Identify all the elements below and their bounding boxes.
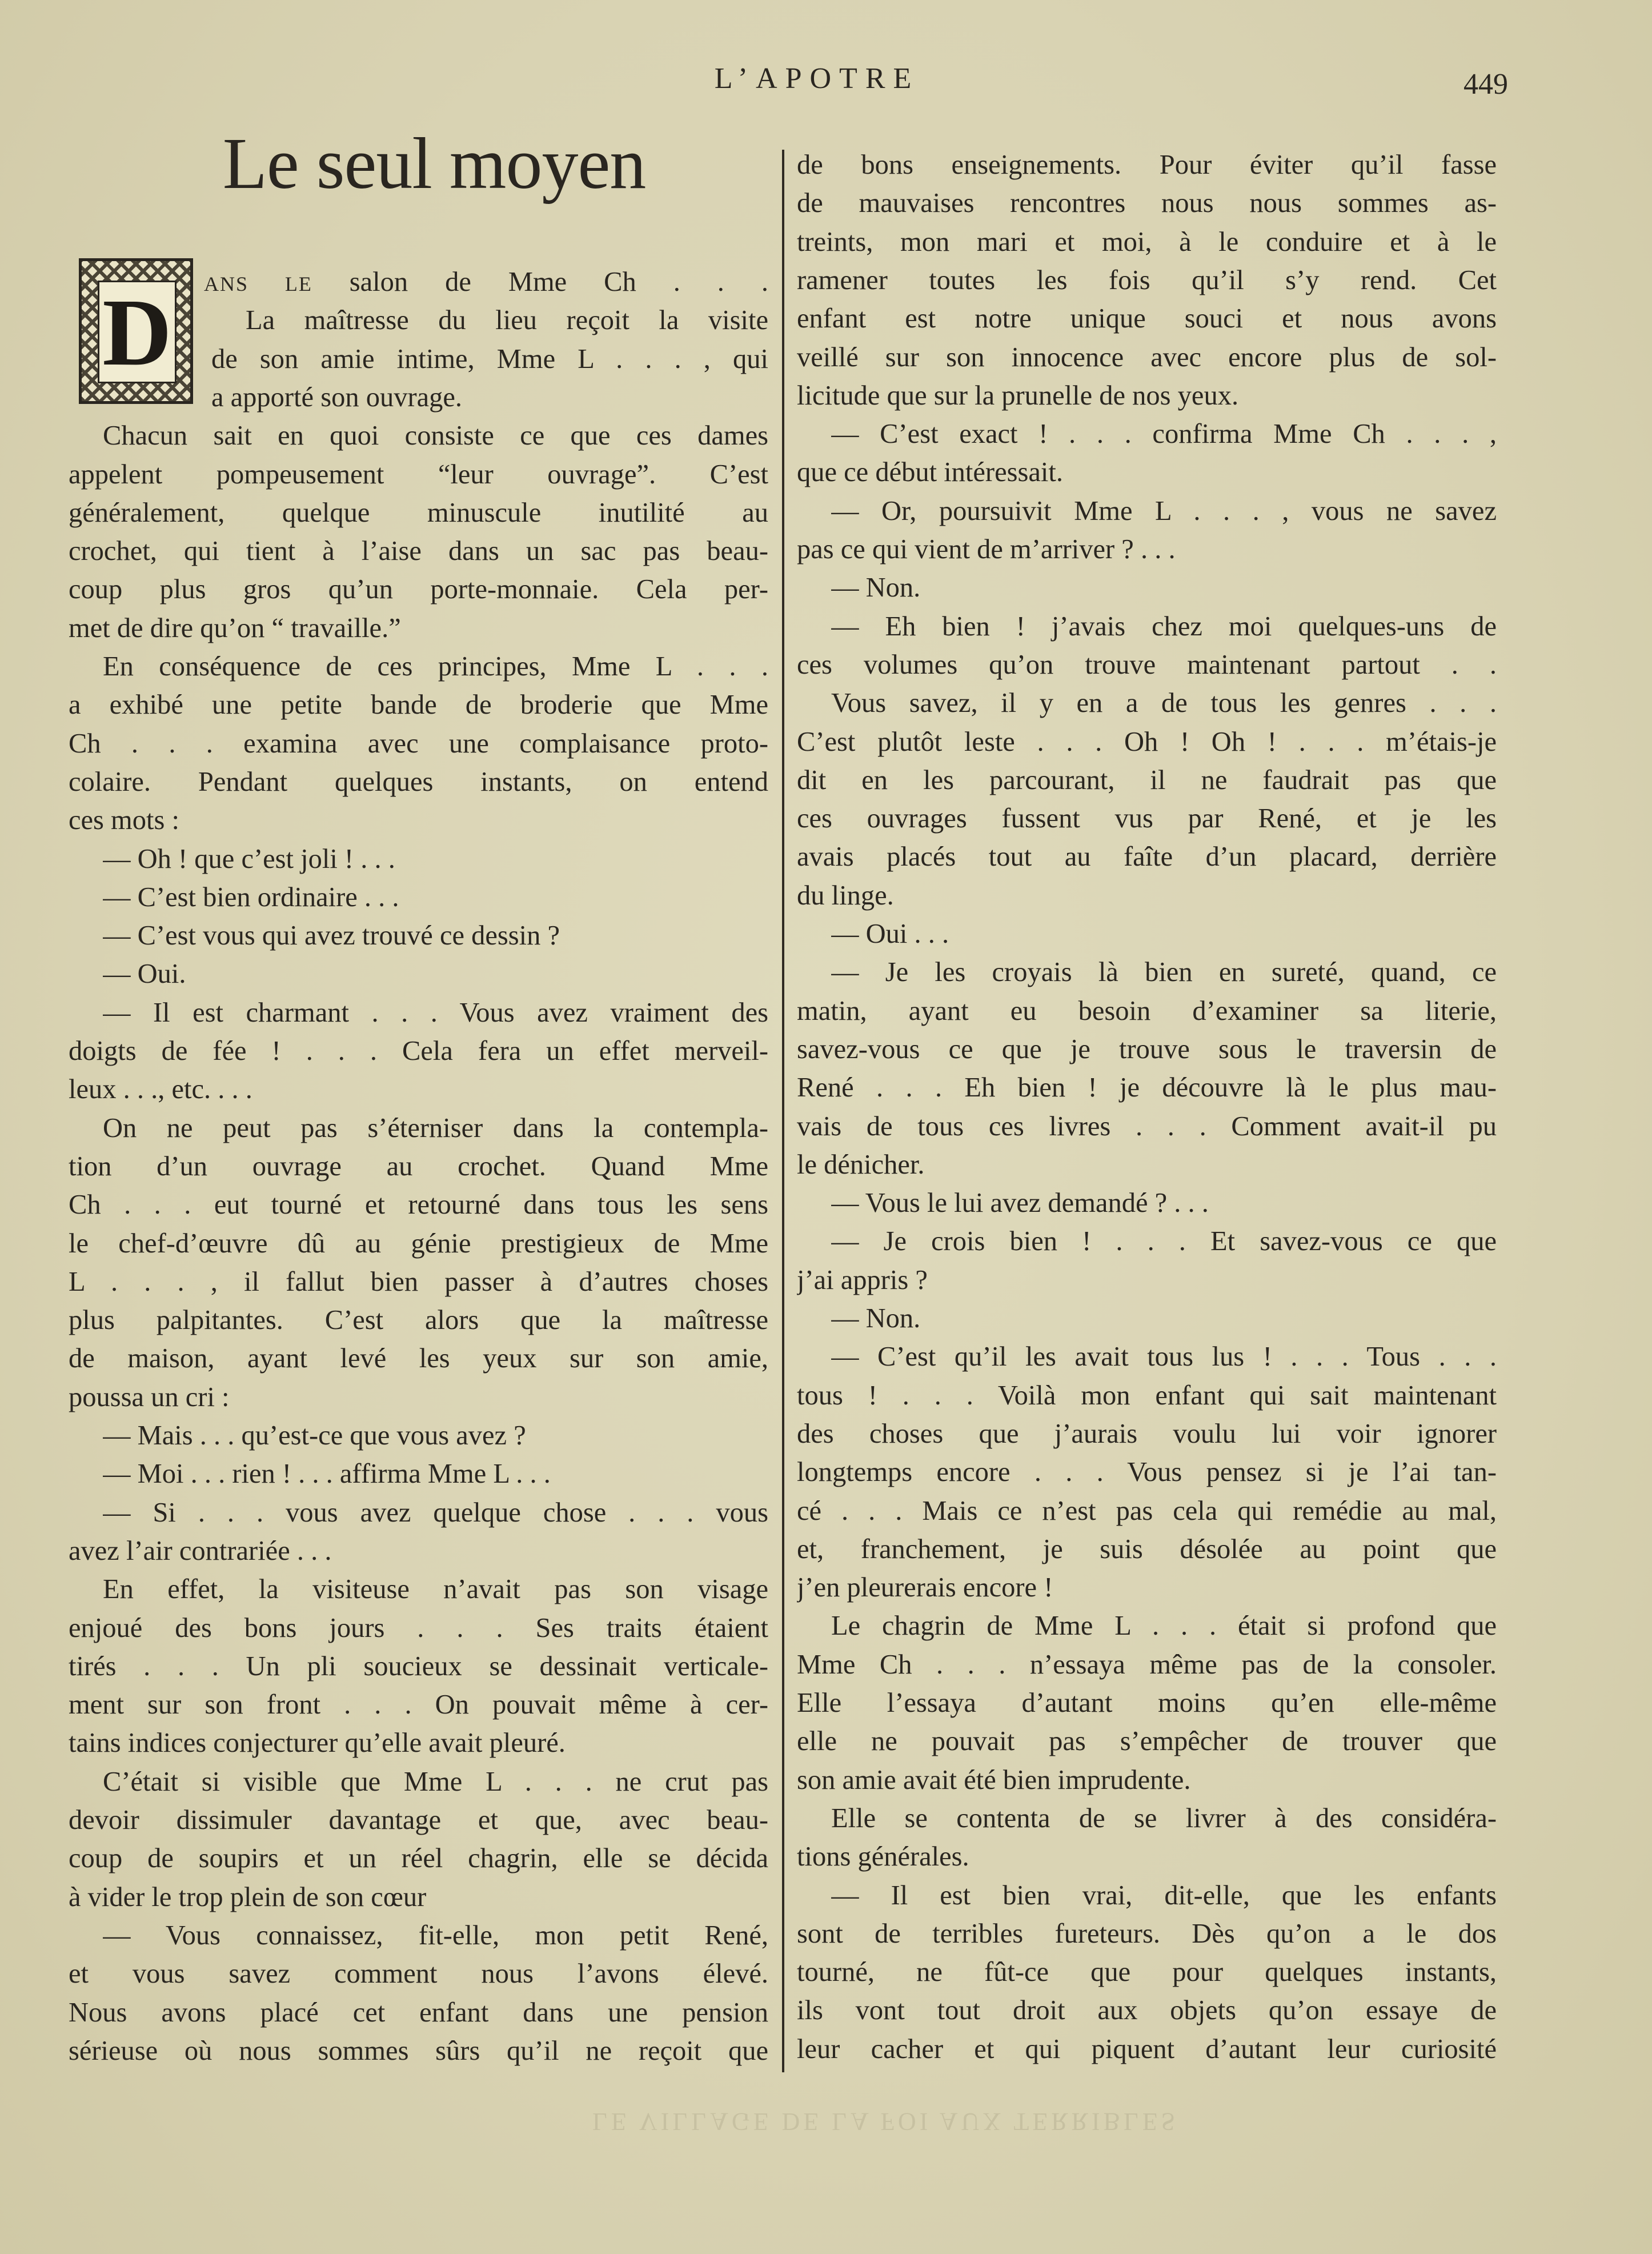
- right-column-line-text: leur cacher et qui piquent d’autant leur curiosité: [797, 2033, 1497, 2064]
- ornamental-dropcap: [79, 258, 193, 404]
- left-column-line: [69, 763, 768, 801]
- right-column-line: [797, 530, 1497, 568]
- right-column-line-text: que ce début intéressait.: [797, 457, 1063, 488]
- right-column-line-text: ces volumes qu’on trouve maintenant partout . .: [797, 649, 1497, 680]
- right-column-line-text: licitude que sur la prunelle de nos yeux.: [797, 380, 1239, 411]
- right-column-line-text: — Je les croyais là bien en sureté, quand, ce: [831, 957, 1497, 988]
- right-column-line: [797, 1684, 1497, 1722]
- right-column-line-text: et, franchement, je suis désolée au point que: [797, 1534, 1497, 1564]
- left-column-line-text: — C’est bien ordinaire . . .: [103, 882, 399, 912]
- right-column-line: [831, 1607, 1497, 1645]
- right-column-line: [797, 1722, 1497, 1760]
- left-column-line: [69, 1955, 768, 1993]
- right-column-line-text: tourné, ne fût-ce que pour quelques instants,: [797, 1957, 1497, 1988]
- right-column-line-text: René . . . Eh bien ! je découvre là le plus mau-: [797, 1072, 1497, 1103]
- right-column-line-text: ces ouvrages fussent vus par René, et je les: [797, 803, 1497, 834]
- left-column-line-text: doigts de fée ! . . . Cela fera un effet merveil-: [69, 1036, 768, 1066]
- left-column-line-text: enjoué des bons jours . . . Ses traits étaient: [69, 1612, 768, 1643]
- left-column-line-text: C’était si visible que Mme L . . . ne crut pas: [103, 1766, 768, 1797]
- right-column-line: [831, 607, 1497, 646]
- left-column-line-text: L . . . , il fallut bien passer à d’autres choses: [69, 1266, 768, 1297]
- dropcap-letter: D: [98, 281, 177, 383]
- right-column-line-text: — Je crois bien ! . . . Et savez-vous ce que: [831, 1226, 1497, 1257]
- right-column-line-text: du linge.: [797, 880, 894, 911]
- right-column-line-text: vais de tous ces livres . . . Comment avait-il pu: [797, 1111, 1497, 1142]
- right-column-line: [797, 1146, 1497, 1184]
- left-column-line-text: — Vous connaissez, fit-elle, mon petit René,: [103, 1920, 768, 1951]
- left-column-line-text: salon de Mme Ch . . .: [312, 267, 768, 297]
- right-column-line: [831, 915, 1497, 953]
- right-column-line: [797, 299, 1497, 338]
- left-column-line-text: de son amie intime, Mme L . . . , qui: [211, 343, 768, 374]
- left-column-line-text: met de dire qu’on “ travaille.”: [69, 612, 401, 643]
- right-column-line-text: ramener toutes les fois qu’il s’y rend. Cet: [797, 265, 1497, 295]
- right-column-line-text: — Vous le lui avez demandé ? . . .: [831, 1188, 1209, 1219]
- right-column-line: [797, 1492, 1497, 1530]
- left-column-line: [69, 1070, 768, 1108]
- left-column-line-text: crochet, qui tient à l’aise dans un sac pas beau-: [69, 536, 768, 567]
- right-column-line: [797, 1915, 1497, 1953]
- right-column-line: [831, 1299, 1497, 1338]
- left-column-line: [69, 1224, 768, 1263]
- right-column-line-text: — Or, poursuivit Mme L . . . , vous ne savez: [831, 495, 1497, 526]
- left-column-line-text: sérieuse où nous sommes sûrs qu’il ne reçoit que: [69, 2035, 768, 2066]
- left-column-line: [69, 2032, 768, 2070]
- left-column-line-text: poussa un cri :: [69, 1382, 230, 1412]
- left-column-line: [69, 1378, 768, 1416]
- right-column-line: [797, 1953, 1497, 1991]
- right-column-line: [797, 1030, 1497, 1068]
- left-column-line-text: — Mais . . . qu’est-ce que vous avez ?: [103, 1420, 526, 1451]
- left-column-line-text: La maîtresse du lieu reçoit la visite: [246, 305, 768, 336]
- right-column-line-text: treints, mon mari et moi, à le conduire et à le: [797, 226, 1497, 257]
- right-column-line-text: de bons enseignements. Pour éviter qu’il fasse: [797, 150, 1497, 180]
- left-column-line: [103, 1570, 768, 1608]
- right-column-line-text: Mme Ch . . . n’essaya même pas de la consoler.: [797, 1649, 1497, 1680]
- left-column-line: [69, 1339, 768, 1378]
- right-column-line: [831, 568, 1497, 607]
- left-column-line-text: Nous avons placé cet enfant dans une pension: [69, 1997, 768, 2028]
- left-column-line-text: tains indices conjecturer qu’elle avait pleuré.: [69, 1728, 566, 1759]
- right-column-line: [797, 1415, 1497, 1453]
- right-column-line: [797, 1761, 1497, 1799]
- right-column-line: [797, 1530, 1497, 1568]
- left-column-line: [211, 378, 768, 417]
- left-column-line-text: — Moi . . . rien ! . . . affirma Mme L . . .: [103, 1459, 551, 1490]
- left-column-line: [69, 1532, 768, 1570]
- right-column-line: [797, 2030, 1497, 2068]
- right-column-line-text: — C’est qu’il les avait tous lus ! . . . Tous . . .: [831, 1342, 1497, 1372]
- opening-smallcaps: ANS LE: [204, 273, 312, 295]
- right-column-line-text: ils vont tout droit aux objets qu’on essaye de: [797, 1995, 1497, 2026]
- left-column-line-text: devoir dissimuler davantage et que, avec beau-: [69, 1805, 768, 1835]
- right-column-line: [831, 415, 1497, 453]
- right-column-line: [797, 1568, 1497, 1607]
- left-column-line-text: En effet, la visiteuse n’avait pas son visage: [103, 1574, 768, 1605]
- right-column-line-text: C’est plutôt leste . . . Oh ! Oh ! . . . m’étais-je: [797, 726, 1497, 757]
- right-column-line-text: sont de terribles fureteurs. Dès qu’on a le dos: [797, 1918, 1497, 1949]
- left-column-line-text: a apporté son ouvrage.: [211, 382, 463, 413]
- left-column-line: [103, 417, 768, 455]
- left-column-line: [69, 1609, 768, 1647]
- right-column-line: [797, 838, 1497, 876]
- right-column-line: [797, 453, 1497, 491]
- right-column-line-text: — Oui . . .: [831, 919, 949, 949]
- right-column-line: [797, 261, 1497, 299]
- right-column-line-text: dit en les parcourant, il ne faudrait pas que: [797, 764, 1497, 795]
- left-column-line: [204, 263, 768, 301]
- left-column-line-text: — Oh ! que c’est joli ! . . .: [103, 843, 395, 874]
- left-column-line-text: le chef-d’œuvre dû au génie prestigieux de Mme: [69, 1228, 768, 1259]
- right-column-line: [797, 1991, 1497, 2029]
- left-column-line: [69, 724, 768, 763]
- left-column-line-text: Chacun sait en quoi consiste ce que ces dames: [103, 421, 768, 451]
- left-column-line-text: tion d’un ouvrage au crochet. Quand Mme: [69, 1151, 768, 1182]
- right-column-line-text: tions générales.: [797, 1841, 969, 1872]
- left-column-line-text: tirés . . . Un pli soucieux se dessinait verticale-: [69, 1651, 768, 1682]
- right-column-line-text: tous ! . . . Voilà mon enfant qui sait maintenant: [797, 1380, 1497, 1411]
- bleed-through-text: LE VILLAGE DE LA FOI AUX TERRIBLES: [592, 2108, 1179, 2136]
- right-column-line-text: matin, ayant eu besoin d’examiner sa literie,: [797, 995, 1497, 1026]
- right-column-line-text: enfant est notre unique souci et nous avons: [797, 303, 1497, 334]
- left-column-line-text: plus palpitantes. C’est alors que la maîtresse: [69, 1305, 768, 1336]
- left-column-line: [103, 1416, 768, 1455]
- left-column-line-text: ment sur son front . . . On pouvait même à cer-: [69, 1690, 768, 1720]
- left-column-line: [69, 1686, 768, 1724]
- left-column-line: [69, 1647, 768, 1686]
- left-column-line: [103, 1916, 768, 1955]
- right-column-line: [797, 992, 1497, 1030]
- right-column-line-text: — C’est exact ! . . . confirma Mme Ch . . . ,: [831, 419, 1497, 450]
- left-column-line: [69, 532, 768, 570]
- page-number: 449: [1463, 68, 1508, 101]
- left-column-line: [69, 570, 768, 608]
- right-column-line: [831, 1876, 1497, 1915]
- left-column-line-text: appelent pompeusement “leur ouvrage”. C’est: [69, 459, 768, 490]
- left-column-line-text: — Il est charmant . . . Vous avez vraiment des: [103, 997, 768, 1028]
- right-column-line: [831, 1222, 1497, 1260]
- left-column-line: [69, 494, 768, 532]
- right-column-line-text: son amie avait été bien imprudente.: [797, 1764, 1191, 1795]
- left-column-line: [69, 1993, 768, 2032]
- left-column-line: [103, 1455, 768, 1493]
- left-column-line-text: et vous savez comment nous l’avons élevé.: [69, 1959, 768, 1989]
- right-column-line-text: Vous savez, il y en a de tous les genres . . .: [831, 688, 1497, 719]
- right-column-line-text: elle ne pouvait pas s’empêcher de trouver que: [797, 1726, 1497, 1757]
- left-column-line: [69, 801, 768, 839]
- right-column-line: [797, 761, 1497, 799]
- left-column-line: [103, 1763, 768, 1801]
- left-column-line-text: — Si . . . vous avez quelque chose . . . vous: [103, 1497, 768, 1528]
- right-column-line-text: cé . . . Mais ce n’est pas cela qui remédie au mal,: [797, 1495, 1497, 1526]
- left-column-line-text: coup plus gros qu’un porte-monnaie. Cela per-: [69, 574, 768, 605]
- right-column-line: [797, 1107, 1497, 1146]
- right-column-line-text: — Non.: [831, 572, 921, 603]
- right-column-line: [797, 223, 1497, 261]
- left-column-line: [69, 1186, 768, 1224]
- right-column-line: [831, 1184, 1497, 1222]
- left-column-line: [69, 1801, 768, 1839]
- left-column-line-text: à vider le trop plein de son cœur: [69, 1881, 427, 1912]
- left-column-line: [246, 301, 768, 339]
- left-column-line: [69, 609, 768, 647]
- right-column-line: [797, 146, 1497, 184]
- right-column-line-text: le dénicher.: [797, 1149, 925, 1180]
- left-column-line: [69, 1301, 768, 1339]
- right-column-line: [797, 184, 1497, 222]
- right-column-line-text: Elle l’essaya d’autant moins qu’en elle-même: [797, 1688, 1497, 1718]
- article-title: Le seul moyen: [222, 123, 646, 204]
- left-column-line-text: ces mots :: [69, 805, 179, 836]
- left-column-line-text: — Oui.: [103, 959, 186, 990]
- right-column-line: [797, 1646, 1497, 1684]
- running-head: L’APOTRE: [714, 62, 920, 95]
- left-column-line: [103, 878, 768, 916]
- right-column-line-text: avais placés tout au faîte d’un placard, derrière: [797, 842, 1497, 872]
- left-column-line-text: En conséquence de ces principes, Mme L . . .: [103, 651, 768, 682]
- left-column-line: [69, 1032, 768, 1070]
- left-column-line-text: Ch . . . examina avec une complaisance proto-: [69, 728, 768, 759]
- left-column-line: [103, 1109, 768, 1147]
- left-column-line-text: de maison, ayant levé les yeux sur son amie,: [69, 1343, 768, 1374]
- right-column-line: [797, 799, 1497, 838]
- right-column-line: [797, 1376, 1497, 1415]
- left-column-line-text: — C’est vous qui avez trouvé ce dessin ?: [103, 920, 560, 951]
- left-column-line: [103, 647, 768, 686]
- left-column-line: [103, 840, 768, 878]
- left-column-line: [211, 340, 768, 378]
- left-column-line: [69, 1878, 768, 1916]
- left-column-line-text: Ch . . . eut tourné et retourné dans tous les sens: [69, 1190, 768, 1220]
- right-column-line-text: j’ai appris ?: [797, 1264, 928, 1295]
- left-column-line: [69, 1263, 768, 1301]
- right-column-line: [797, 1261, 1497, 1299]
- left-column-line-text: avez l’air contrariée . . .: [69, 1535, 332, 1566]
- right-column-line: [797, 377, 1497, 415]
- right-column-line-text: veillé sur son innocence avec encore plus de sol-: [797, 342, 1497, 373]
- right-column-line-text: des choses que j’aurais voulu lui voir ignorer: [797, 1418, 1497, 1449]
- right-column-line: [831, 684, 1497, 722]
- right-column-line-text: pas ce qui vient de m’arriver ? . . .: [797, 534, 1176, 564]
- left-column-line: [69, 1839, 768, 1877]
- right-column-line: [797, 723, 1497, 761]
- right-column-line: [797, 1453, 1497, 1491]
- left-column-line: [103, 1494, 768, 1532]
- right-column-line: [797, 646, 1497, 684]
- right-column-line: [797, 1068, 1497, 1107]
- right-column-line: [831, 1799, 1497, 1837]
- column-rule: [782, 150, 784, 2072]
- right-column-line-text: — Eh bien ! j’avais chez moi quelques-uns de: [831, 611, 1497, 642]
- left-column-line-text: coup de soupirs et un réel chagrin, elle se décida: [69, 1843, 768, 1874]
- left-column-line-text: colaire. Pendant quelques instants, on entend: [69, 766, 768, 797]
- right-column-line: [831, 1338, 1497, 1376]
- right-column-line-text: — Il est bien vrai, dit-elle, que les enfants: [831, 1880, 1497, 1911]
- right-column-line-text: Le chagrin de Mme L . . . était si profond que: [831, 1611, 1497, 1642]
- left-column-line: [103, 955, 768, 993]
- left-column-line: [69, 1147, 768, 1186]
- left-column-line: [69, 686, 768, 724]
- left-column-line: [103, 994, 768, 1032]
- left-column-line: [69, 1724, 768, 1762]
- right-column-line-text: longtemps encore . . . Vous pensez si je l’ai tan-: [797, 1457, 1497, 1488]
- left-column-line-text: leux . . ., etc. . . .: [69, 1074, 252, 1105]
- right-column-line: [797, 338, 1497, 377]
- right-column-line-text: Elle se contenta de se livrer à des considéra-: [831, 1803, 1497, 1833]
- right-column-line: [797, 876, 1497, 915]
- right-column-line: [797, 1837, 1497, 1876]
- right-column-line: [831, 953, 1497, 991]
- left-column-line-text: généralement, quelque minuscule inutilité au: [69, 497, 768, 528]
- right-column-line: [831, 492, 1497, 530]
- left-column-line: [103, 916, 768, 955]
- right-column-line-text: de mauvaises rencontres nous nous sommes as-: [797, 188, 1497, 219]
- left-column-line-text: On ne peut pas s’éterniser dans la contempla-: [103, 1112, 768, 1143]
- left-column-line-text: a exhibé une petite bande de broderie que Mme: [69, 690, 768, 720]
- right-column-line-text: savez-vous ce que je trouve sous le traversin de: [797, 1034, 1497, 1064]
- left-column-line: [69, 455, 768, 494]
- right-column-line-text: — Non.: [831, 1303, 921, 1334]
- right-column-line-text: j’en pleurerais encore !: [797, 1572, 1053, 1603]
